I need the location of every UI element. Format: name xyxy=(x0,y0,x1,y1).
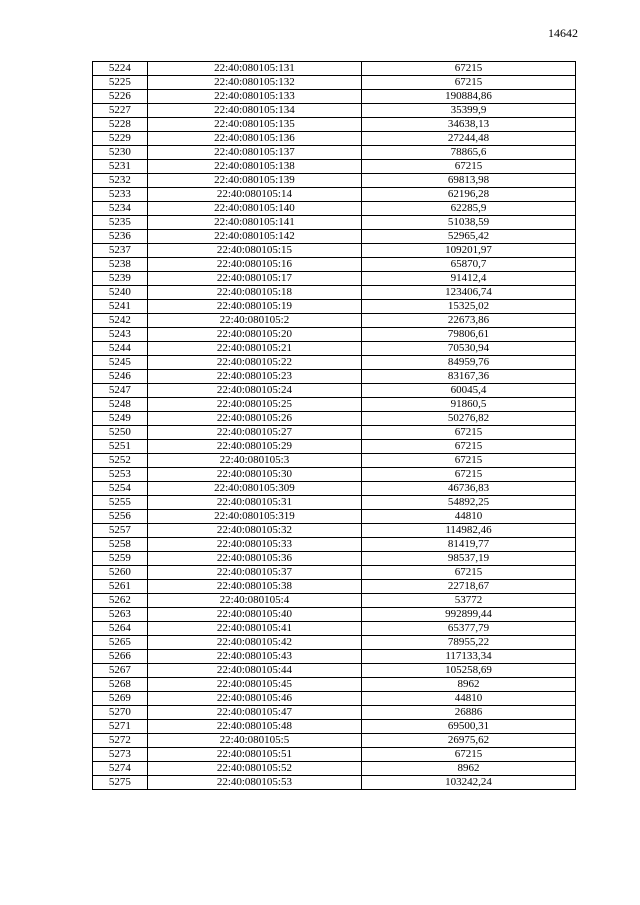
row-number-cell: 5227 xyxy=(93,104,148,118)
page-number: 14642 xyxy=(548,26,578,40)
table-row xyxy=(93,62,576,76)
table-row xyxy=(93,244,576,258)
value-cell: 67215 xyxy=(362,160,576,174)
table-row xyxy=(93,398,576,412)
cadastral-number-cell: 22:40:080105:319 xyxy=(147,510,361,524)
cadastral-number-cell: 22:40:080105:4 xyxy=(147,594,361,608)
value-cell: 53772 xyxy=(362,594,576,608)
table-row xyxy=(93,356,576,370)
table-row xyxy=(93,202,576,216)
row-number-cell: 5237 xyxy=(93,244,148,258)
value-cell: 78865,6 xyxy=(362,146,576,160)
row-number-cell: 5268 xyxy=(93,678,148,692)
row-number-cell: 5245 xyxy=(93,356,148,370)
value-cell: 67215 xyxy=(362,426,576,440)
value-cell: 44810 xyxy=(362,692,576,706)
value-cell: 67215 xyxy=(362,748,576,762)
value-cell: 51038,59 xyxy=(362,216,576,230)
value-cell: 65870,7 xyxy=(362,258,576,272)
value-cell: 8962 xyxy=(362,678,576,692)
table-body xyxy=(93,62,576,790)
cadastral-number-cell: 22:40:080105:131 xyxy=(147,62,361,76)
value-cell: 992899,44 xyxy=(362,608,576,622)
row-number-cell: 5246 xyxy=(93,370,148,384)
row-number-cell: 5256 xyxy=(93,510,148,524)
value-cell: 91412,4 xyxy=(362,272,576,286)
table-row xyxy=(93,748,576,762)
table-row xyxy=(93,692,576,706)
value-cell: 114982,46 xyxy=(362,524,576,538)
table-row xyxy=(93,524,576,538)
value-cell: 103242,24 xyxy=(362,776,576,790)
table-row xyxy=(93,426,576,440)
row-number-cell: 5229 xyxy=(93,132,148,146)
value-cell: 62285,9 xyxy=(362,202,576,216)
cadastral-number-cell: 22:40:080105:134 xyxy=(147,104,361,118)
cadastral-number-cell: 22:40:080105:40 xyxy=(147,608,361,622)
table-row xyxy=(93,188,576,202)
cadastral-number-cell: 22:40:080105:23 xyxy=(147,370,361,384)
cadastral-number-cell: 22:40:080105:44 xyxy=(147,664,361,678)
cadastral-number-cell: 22:40:080105:2 xyxy=(147,314,361,328)
value-cell: 67215 xyxy=(362,468,576,482)
cadastral-number-cell: 22:40:080105:136 xyxy=(147,132,361,146)
cadastral-number-cell: 22:40:080105:41 xyxy=(147,622,361,636)
table-row xyxy=(93,216,576,230)
value-cell: 65377,79 xyxy=(362,622,576,636)
row-number-cell: 5271 xyxy=(93,720,148,734)
value-cell: 83167,36 xyxy=(362,370,576,384)
value-cell: 8962 xyxy=(362,762,576,776)
table-row xyxy=(93,622,576,636)
value-cell: 69500,31 xyxy=(362,720,576,734)
value-cell: 62196,28 xyxy=(362,188,576,202)
cadastral-number-cell: 22:40:080105:142 xyxy=(147,230,361,244)
row-number-cell: 5248 xyxy=(93,398,148,412)
cadastral-number-cell: 22:40:080105:20 xyxy=(147,328,361,342)
row-number-cell: 5247 xyxy=(93,384,148,398)
row-number-cell: 5254 xyxy=(93,482,148,496)
row-number-cell: 5258 xyxy=(93,538,148,552)
cadastral-number-cell: 22:40:080105:32 xyxy=(147,524,361,538)
table-row xyxy=(93,720,576,734)
cadastral-number-cell: 22:40:080105:26 xyxy=(147,412,361,426)
cadastral-number-cell: 22:40:080105:46 xyxy=(147,692,361,706)
value-cell: 91860,5 xyxy=(362,398,576,412)
value-cell: 117133,34 xyxy=(362,650,576,664)
row-number-cell: 5244 xyxy=(93,342,148,356)
row-number-cell: 5243 xyxy=(93,328,148,342)
value-cell: 190884,86 xyxy=(362,90,576,104)
value-cell: 50276,82 xyxy=(362,412,576,426)
table-row xyxy=(93,300,576,314)
value-cell: 46736,83 xyxy=(362,482,576,496)
cadastral-number-cell: 22:40:080105:48 xyxy=(147,720,361,734)
value-cell: 109201,97 xyxy=(362,244,576,258)
value-cell: 81419,77 xyxy=(362,538,576,552)
table-row xyxy=(93,412,576,426)
table-row xyxy=(93,132,576,146)
row-number-cell: 5267 xyxy=(93,664,148,678)
cadastral-number-cell: 22:40:080105:15 xyxy=(147,244,361,258)
table-row xyxy=(93,468,576,482)
cadastral-number-cell: 22:40:080105:47 xyxy=(147,706,361,720)
table-row xyxy=(93,258,576,272)
value-cell: 54892,25 xyxy=(362,496,576,510)
row-number-cell: 5259 xyxy=(93,552,148,566)
cadastral-number-cell: 22:40:080105:17 xyxy=(147,272,361,286)
row-number-cell: 5261 xyxy=(93,580,148,594)
table-row xyxy=(93,342,576,356)
table-row xyxy=(93,566,576,580)
row-number-cell: 5235 xyxy=(93,216,148,230)
row-number-cell: 5240 xyxy=(93,286,148,300)
row-number-cell: 5225 xyxy=(93,76,148,90)
value-cell: 67215 xyxy=(362,454,576,468)
value-cell: 35399,9 xyxy=(362,104,576,118)
cadastral-number-cell: 22:40:080105:14 xyxy=(147,188,361,202)
cadastral-number-cell: 22:40:080105:132 xyxy=(147,76,361,90)
row-number-cell: 5255 xyxy=(93,496,148,510)
cadastral-number-cell: 22:40:080105:36 xyxy=(147,552,361,566)
cadastral-number-cell: 22:40:080105:137 xyxy=(147,146,361,160)
row-number-cell: 5238 xyxy=(93,258,148,272)
table-row xyxy=(93,552,576,566)
value-cell: 105258,69 xyxy=(362,664,576,678)
table-row xyxy=(93,286,576,300)
cadastral-number-cell: 22:40:080105:25 xyxy=(147,398,361,412)
row-number-cell: 5226 xyxy=(93,90,148,104)
cadastral-number-cell: 22:40:080105:16 xyxy=(147,258,361,272)
table-row xyxy=(93,370,576,384)
row-number-cell: 5265 xyxy=(93,636,148,650)
cadastral-number-cell: 22:40:080105:140 xyxy=(147,202,361,216)
table-row xyxy=(93,538,576,552)
row-number-cell: 5269 xyxy=(93,692,148,706)
row-number-cell: 5266 xyxy=(93,650,148,664)
row-number-cell: 5263 xyxy=(93,608,148,622)
value-cell: 69813,98 xyxy=(362,174,576,188)
table-row xyxy=(93,230,576,244)
row-number-cell: 5270 xyxy=(93,706,148,720)
row-number-cell: 5239 xyxy=(93,272,148,286)
table-row xyxy=(93,76,576,90)
value-cell: 67215 xyxy=(362,566,576,580)
row-number-cell: 5253 xyxy=(93,468,148,482)
row-number-cell: 5249 xyxy=(93,412,148,426)
table-row xyxy=(93,314,576,328)
value-cell: 84959,76 xyxy=(362,356,576,370)
row-number-cell: 5275 xyxy=(93,776,148,790)
row-number-cell: 5262 xyxy=(93,594,148,608)
table-row xyxy=(93,762,576,776)
row-number-cell: 5251 xyxy=(93,440,148,454)
cadastral-number-cell: 22:40:080105:29 xyxy=(147,440,361,454)
value-cell: 60045,4 xyxy=(362,384,576,398)
cadastral-number-cell: 22:40:080105:18 xyxy=(147,286,361,300)
cadastral-number-cell: 22:40:080105:3 xyxy=(147,454,361,468)
cadastral-number-cell: 22:40:080105:45 xyxy=(147,678,361,692)
cadastral-number-cell: 22:40:080105:141 xyxy=(147,216,361,230)
cadastral-number-cell: 22:40:080105:21 xyxy=(147,342,361,356)
table-row xyxy=(93,734,576,748)
cadastral-number-cell: 22:40:080105:135 xyxy=(147,118,361,132)
value-cell: 70530,94 xyxy=(362,342,576,356)
cadastral-number-cell: 22:40:080105:33 xyxy=(147,538,361,552)
row-number-cell: 5260 xyxy=(93,566,148,580)
cadastral-number-cell: 22:40:080105:22 xyxy=(147,356,361,370)
cadastral-number-cell: 22:40:080105:24 xyxy=(147,384,361,398)
row-number-cell: 5241 xyxy=(93,300,148,314)
table-row xyxy=(93,454,576,468)
cadastral-number-cell: 22:40:080105:5 xyxy=(147,734,361,748)
table-row xyxy=(93,384,576,398)
cadastral-number-cell: 22:40:080105:38 xyxy=(147,580,361,594)
value-cell: 44810 xyxy=(362,510,576,524)
cadastral-number-cell: 22:40:080105:42 xyxy=(147,636,361,650)
table-row xyxy=(93,272,576,286)
value-cell: 22673,86 xyxy=(362,314,576,328)
row-number-cell: 5233 xyxy=(93,188,148,202)
value-cell: 67215 xyxy=(362,440,576,454)
table-row xyxy=(93,160,576,174)
table-row xyxy=(93,608,576,622)
row-number-cell: 5234 xyxy=(93,202,148,216)
table-row xyxy=(93,440,576,454)
value-cell: 79806,61 xyxy=(362,328,576,342)
cadastral-number-cell: 22:40:080105:133 xyxy=(147,90,361,104)
table-row xyxy=(93,650,576,664)
row-number-cell: 5236 xyxy=(93,230,148,244)
cadastral-number-cell: 22:40:080105:19 xyxy=(147,300,361,314)
row-number-cell: 5231 xyxy=(93,160,148,174)
table-row xyxy=(93,104,576,118)
row-number-cell: 5232 xyxy=(93,174,148,188)
cadastral-number-cell: 22:40:080105:43 xyxy=(147,650,361,664)
table-row xyxy=(93,174,576,188)
row-number-cell: 5252 xyxy=(93,454,148,468)
value-cell: 22718,67 xyxy=(362,580,576,594)
value-cell: 34638,13 xyxy=(362,118,576,132)
cadastral-number-cell: 22:40:080105:52 xyxy=(147,762,361,776)
value-cell: 26886 xyxy=(362,706,576,720)
value-cell: 67215 xyxy=(362,76,576,90)
value-cell: 67215 xyxy=(362,62,576,76)
cadastral-number-cell: 22:40:080105:138 xyxy=(147,160,361,174)
cadastral-number-cell: 22:40:080105:27 xyxy=(147,426,361,440)
row-number-cell: 5224 xyxy=(93,62,148,76)
row-number-cell: 5274 xyxy=(93,762,148,776)
row-number-cell: 5264 xyxy=(93,622,148,636)
value-cell: 52965,42 xyxy=(362,230,576,244)
value-cell: 78955,22 xyxy=(362,636,576,650)
value-cell: 15325,02 xyxy=(362,300,576,314)
value-cell: 26975,62 xyxy=(362,734,576,748)
cadastral-number-cell: 22:40:080105:51 xyxy=(147,748,361,762)
table-row xyxy=(93,118,576,132)
row-number-cell: 5272 xyxy=(93,734,148,748)
cadastral-number-cell: 22:40:080105:139 xyxy=(147,174,361,188)
table-row xyxy=(93,776,576,790)
table-row xyxy=(93,678,576,692)
table-row xyxy=(93,510,576,524)
value-cell: 123406,74 xyxy=(362,286,576,300)
table-row xyxy=(93,90,576,104)
table-row xyxy=(93,580,576,594)
cadastral-number-cell: 22:40:080105:31 xyxy=(147,496,361,510)
table-row xyxy=(93,496,576,510)
value-cell: 98537,19 xyxy=(362,552,576,566)
table-row xyxy=(93,482,576,496)
row-number-cell: 5242 xyxy=(93,314,148,328)
table-row xyxy=(93,594,576,608)
row-number-cell: 5250 xyxy=(93,426,148,440)
cadastral-number-cell: 22:40:080105:309 xyxy=(147,482,361,496)
cadastral-number-cell: 22:40:080105:30 xyxy=(147,468,361,482)
table-row xyxy=(93,146,576,160)
row-number-cell: 5257 xyxy=(93,524,148,538)
table-row xyxy=(93,328,576,342)
cadastral-number-cell: 22:40:080105:53 xyxy=(147,776,361,790)
registry-table xyxy=(92,61,576,790)
row-number-cell: 5230 xyxy=(93,146,148,160)
table-row xyxy=(93,706,576,720)
table-row xyxy=(93,636,576,650)
row-number-cell: 5273 xyxy=(93,748,148,762)
table-row xyxy=(93,664,576,678)
cadastral-number-cell: 22:40:080105:37 xyxy=(147,566,361,580)
row-number-cell: 5228 xyxy=(93,118,148,132)
value-cell: 27244,48 xyxy=(362,132,576,146)
